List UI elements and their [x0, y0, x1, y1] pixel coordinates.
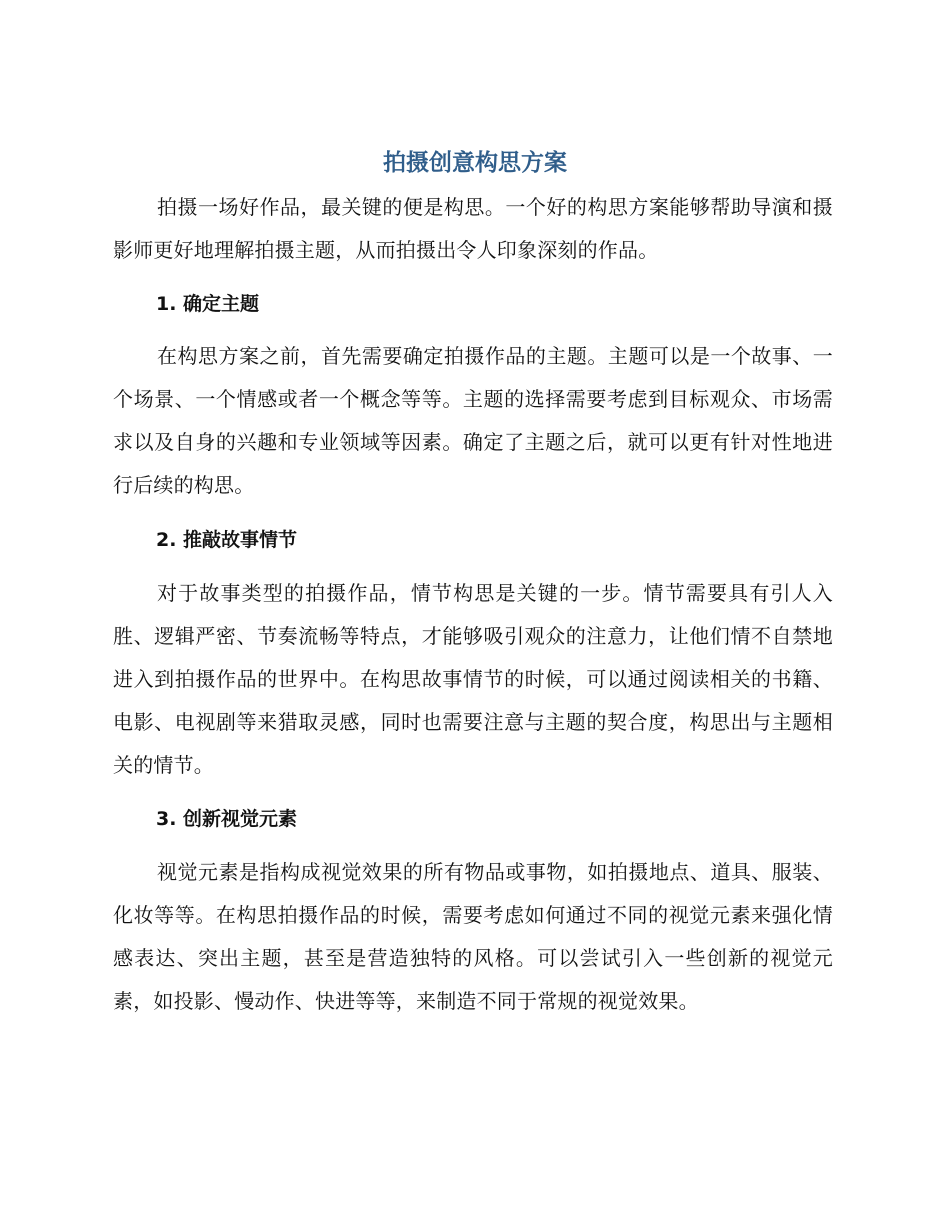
section-body-1: 在构思方案之前，首先需要确定拍摄作品的主题。主题可以是一个故事、一个场景、一个情感或者一个概念等等。主题的选择需要考虑到目标观众、市场需求以及自身的兴趣和专业领域等因素。确定了主题之后，就可以更有针对性地进行后续的构思。 [113, 344, 833, 497]
document-title: 拍摄创意构思方案 [383, 150, 567, 176]
section-body-3: 视觉元素是指构成视觉效果的所有物品或事物，如拍摄地点、道具、服装、化妆等等。在构思拍摄作品的时候，需要考虑如何通过不同的视觉元素来强化情感表达、突出主题，甚至是营造独特的风格。可以尝试引入一些创新的视觉元素，如投影、慢动作、快进等等，来制造不同于常规的视觉效果。 [113, 860, 833, 1013]
section-body-2: 对于故事类型的拍摄作品，情节构思是关键的一步。情节需要具有引人入胜、逻辑严密、节奏流畅等特点，才能够吸引观众的注意力，让他们情不自禁地进入到拍摄作品的世界中。在构思故事情节的时候，可以通过阅读相关的书籍、电影、电视剧等来猎取灵感，同时也需要注意与主题的契合度，构思出与主题相关的情节。 [113, 581, 833, 777]
section-heading-2: 2. 推敲故事情节 [156, 529, 298, 551]
section-heading-3: 3. 创新视觉元素 [156, 808, 298, 830]
intro-paragraph: 拍摄一场好作品，最关键的便是构思。一个好的构思方案能够帮助导演和摄影师更好地理解拍摄主题，从而拍摄出令人印象深刻的作品。 [113, 195, 833, 262]
section-heading-1: 1. 确定主题 [156, 293, 260, 315]
